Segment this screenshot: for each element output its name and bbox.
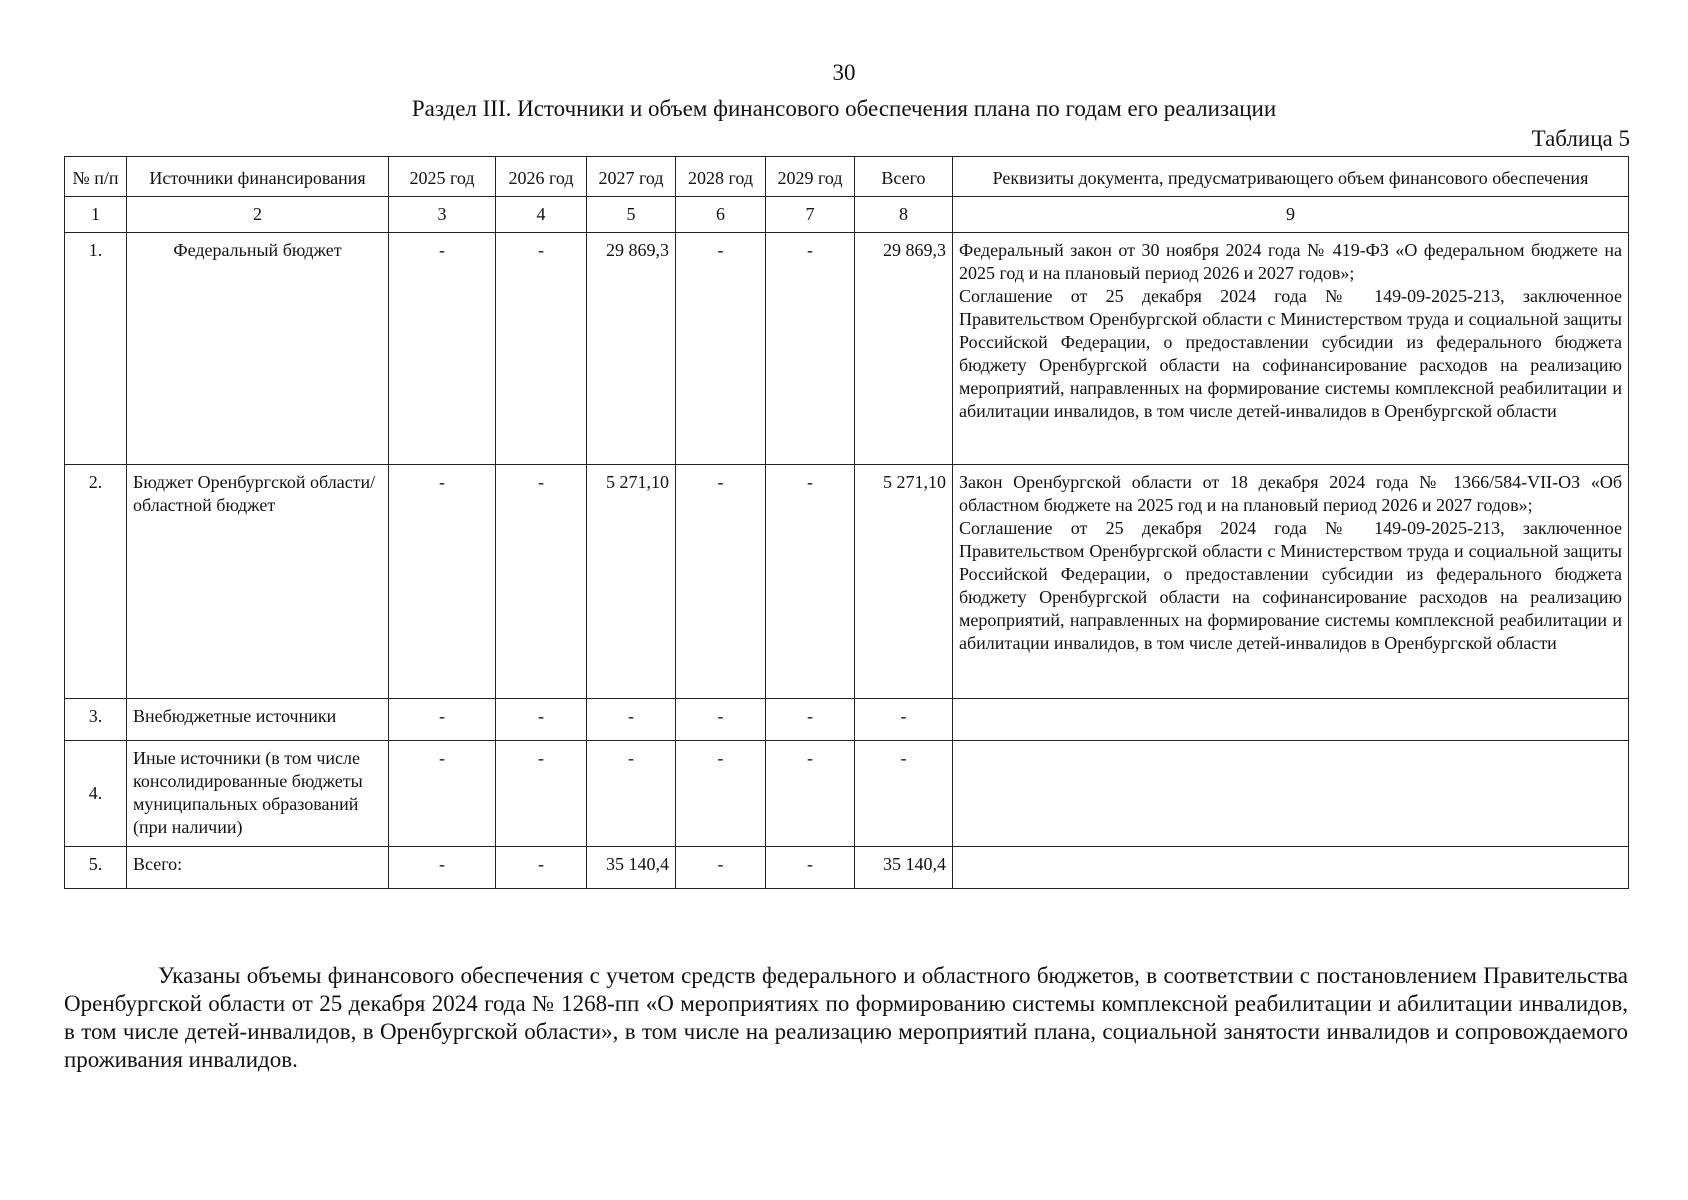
table-row [65, 741, 1629, 847]
table-label: Таблица 5 [1531, 126, 1630, 151]
header-2029: 2029 год [766, 157, 855, 197]
row-total: - [855, 741, 953, 847]
row-2026: - [496, 465, 587, 699]
table-row [65, 847, 1629, 889]
col-number: 6 [676, 197, 766, 233]
row-2028: - [676, 847, 766, 889]
header-doc: Реквизиты документа, предусматривающего объем финансового обеспечения [953, 157, 1629, 197]
row-2029: - [766, 465, 855, 699]
row-2027: - [587, 741, 676, 847]
row-num: 2. [65, 465, 127, 699]
row-2028: - [676, 233, 766, 465]
row-2025: - [389, 741, 496, 847]
section-title: Раздел III. Источники и объем финансового обеспечения плана по годам его реализации [411, 96, 1277, 121]
page-number: 30 [832, 60, 856, 85]
row-doc [953, 465, 1629, 699]
doc-agreement: Соглашение от 25 декабря 2024 года № 149-09-2025-213, заключенное Правительством Оренбургской области с Министерством труда и социальной защиты Российской Федерации, о предоставлении субсидии из федерального бюджета бюджету Оренбургской области на софинансирование расходов на реализацию мероприятий, направленных на формирование системы комплексной реабилитации и абилитации инвалидов, в том числе детей-инвалидов в Оренбургской области [959, 518, 1622, 653]
row-2025: - [389, 465, 496, 699]
row-2026: - [496, 741, 587, 847]
col-number: 2 [127, 197, 389, 233]
header-row [65, 157, 1629, 197]
col-number: 9 [953, 197, 1629, 233]
row-doc [953, 847, 1629, 889]
footnote: Указаны объемы финансового обеспечения с учетом средств федерального и областного бюджетов, в соответствии с постановлением Правительства Оренбургской области от 25 декабря 2024 года № 1268-пп «О мероприятиях по формированию системы комплексной реабилитации и абилитации инвалидов, в том числе детей-инвалидов, в Оренбургской области», в том числе на реализацию мероприятий плана, социальной занятости инвалидов и сопровождаемого проживания инвалидов. [64, 963, 1628, 1072]
header-2025: 2025 год [389, 157, 496, 197]
col-number: 7 [766, 197, 855, 233]
col-number: 5 [587, 197, 676, 233]
row-2026: - [496, 847, 587, 889]
col-number: 8 [855, 197, 953, 233]
row-source: Всего: [127, 847, 389, 889]
row-2029: - [766, 233, 855, 465]
table-row [65, 465, 1629, 699]
row-2029: - [766, 699, 855, 741]
row-2027: 5 271,10 [587, 465, 676, 699]
row-2028: - [676, 699, 766, 741]
col-number: 4 [496, 197, 587, 233]
row-2025: - [389, 699, 496, 741]
row-2026: - [496, 233, 587, 465]
col-number: 1 [65, 197, 127, 233]
row-num: 5. [65, 847, 127, 889]
table-row [65, 233, 1629, 465]
doc-law: Федеральный закон от 30 ноября 2024 года № 419-ФЗ «О федеральном бюджете на 2025 год и на плановый период 2026 и 2027 годов»; [959, 240, 1622, 283]
header-2027: 2027 год [587, 157, 676, 197]
row-2027: 29 869,3 [587, 233, 676, 465]
header-2028: 2028 год [676, 157, 766, 197]
col-number: 3 [389, 197, 496, 233]
row-num: 3. [65, 699, 127, 741]
row-2028: - [676, 465, 766, 699]
row-doc [953, 741, 1629, 847]
row-2027: 35 140,4 [587, 847, 676, 889]
row-total: - [855, 699, 953, 741]
header-total: Всего [855, 157, 953, 197]
row-2025: - [389, 847, 496, 889]
row-2029: - [766, 741, 855, 847]
row-2026: - [496, 699, 587, 741]
row-num: 4. [65, 741, 127, 847]
row-source: Бюджет Оренбургской области/областной бюджет [127, 465, 389, 699]
row-source: Иные источники (в том числе консолидированные бюджеты муниципальных образований (при наличии) [127, 741, 389, 847]
doc-agreement: Соглашение от 25 декабря 2024 года № 149-09-2025-213, заключенное Правительством Оренбургской области с Министерством труда и социальной защиты Российской Федерации, о предоставлении субсидии из федерального бюджета бюджету Оренбургской области на софинансирование расходов на реализацию мероприятий, направленных на формирование системы комплексной реабилитации и абилитации инвалидов, в том числе детей-инвалидов в Оренбургской области [959, 286, 1622, 421]
row-2029: - [766, 847, 855, 889]
table-row [65, 699, 1629, 741]
row-2028: - [676, 741, 766, 847]
header-source: Источники финансирования [127, 157, 389, 197]
row-total: 5 271,10 [855, 465, 953, 699]
row-2027: - [587, 699, 676, 741]
row-source: Внебюджетные источники [127, 699, 389, 741]
header-2026: 2026 год [496, 157, 587, 197]
row-doc [953, 699, 1629, 741]
row-num: 1. [65, 233, 127, 465]
financing-table [64, 156, 1629, 889]
row-source: Федеральный бюджет [127, 233, 389, 465]
header-num: № п/п [65, 157, 127, 197]
row-total: 35 140,4 [855, 847, 953, 889]
row-doc [953, 233, 1629, 465]
row-total: 29 869,3 [855, 233, 953, 465]
column-number-row [65, 197, 1629, 233]
row-2025: - [389, 233, 496, 465]
doc-law: Закон Оренбургской области от 18 декабря 2024 года № 1366/584-VII-ОЗ «Об областном бюджете на 2025 год и на плановый период 2026 и 2027 годов»; [959, 472, 1622, 515]
